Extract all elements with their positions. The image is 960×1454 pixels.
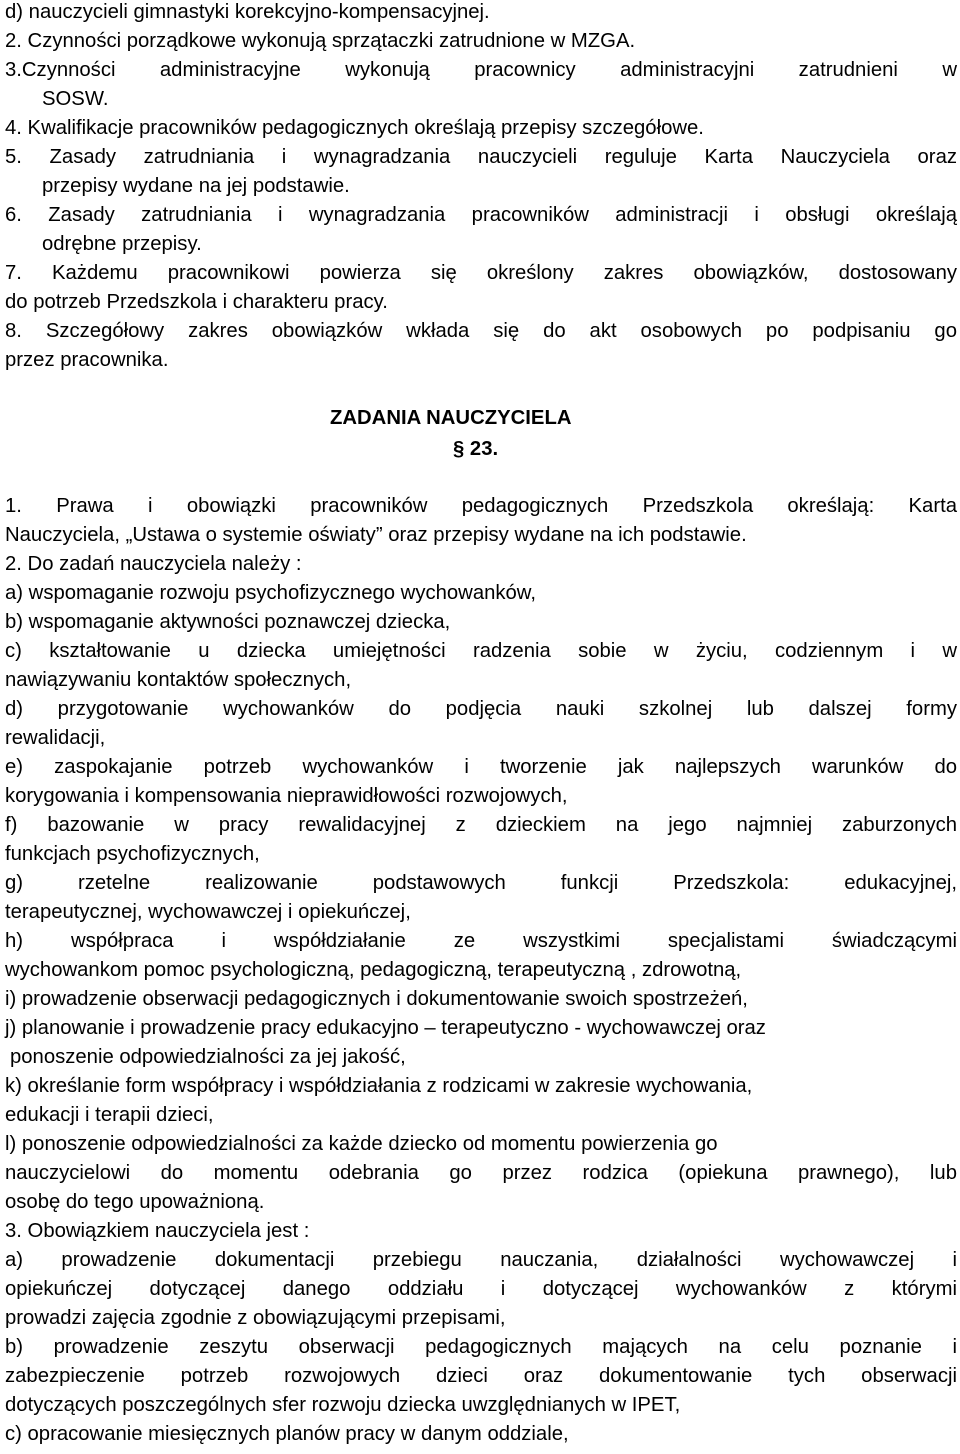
text-line: do potrzeb Przedszkola i charakteru pracy. — [5, 291, 388, 313]
text-line: funkcjach psychofizycznych, — [5, 843, 260, 865]
list-item: g) rzetelne realizowanie podstawowych funkcji Przedszkola: edukacyjnej, — [5, 872, 957, 894]
text-line: edukacji i terapii dzieci, — [5, 1104, 214, 1126]
text-line: 2. Czynności porządkowe wykonują sprzątaczki zatrudnione w MZGA. — [5, 30, 636, 52]
list-item: c) kształtowanie u dziecka umiejętności radzenia sobie w życiu, codziennym i w — [5, 640, 957, 662]
list-item: e) zaspokajanie potrzeb wychowanków i tworzenie jak najlepszych warunków do — [5, 756, 957, 778]
text-line: prowadzi zajęcia zgodnie z obowiązującymi przepisami, — [5, 1307, 506, 1329]
text-line: 2. Do zadań nauczyciela należy : — [5, 553, 302, 575]
section-title: ZADANIA NAUCZYCIELA — [330, 407, 572, 429]
list-item: b) wspomaganie aktywności poznawczej dziecka, — [5, 611, 451, 633]
list-item: k) określanie form współpracy i współdziałania z rodzicami w zakresie wychowania, — [5, 1075, 753, 1097]
list-item: f) bazowanie w pracy rewalidacyjnej z dzieckiem na jego najmniej zaburzonych — [5, 814, 957, 836]
text-line: dotyczących poszczególnych sfer rozwoju dziecka uwzględnianych w IPET, — [5, 1394, 681, 1416]
text-line: 6. Zasady zatrudniania i wynagradzania pracowników administracji i obsługi określają — [5, 204, 957, 226]
list-item: a) wspomaganie rozwoju psychofizycznego wychowanków, — [5, 582, 536, 604]
list-item: h) współpraca i współdziałanie ze wszystkimi specjalistami świadczącymi — [5, 930, 957, 952]
list-item: d) przygotowanie wychowanków do podjęcia nauki szkolnej lub dalszej formy — [5, 698, 957, 720]
text-line: 4. Kwalifikacje pracowników pedagogicznych określają przepisy szczegółowe. — [5, 117, 704, 139]
paragraph-number: § 23. — [453, 438, 499, 460]
list-item: a) prowadzenie dokumentacji przebiegu nauczania, działalności wychowawczej i — [5, 1249, 957, 1271]
text-line: terapeutycznej, wychowawczej i opiekuńczej, — [5, 901, 411, 923]
text-line: osobę do tego upoważnioną. — [5, 1191, 265, 1213]
list-item: i) prowadzenie obserwacji pedagogicznych i dokumentowanie swoich spostrzeżeń, — [5, 988, 748, 1010]
text-line: odrębne przepisy. — [42, 233, 202, 255]
text-line: wychowankom pomoc psychologiczną, pedagogiczną, terapeutyczną , zdrowotną, — [5, 959, 742, 981]
text-line: rewalidacji, — [5, 727, 106, 749]
text-line: Nauczyciela, „Ustawa o systemie oświaty” oraz przepisy wydane na ich podstawie. — [5, 524, 747, 546]
text-line: przez pracownika. — [5, 349, 169, 371]
text-line: 3.Czynności administracyjne wykonują pracownicy administracyjni zatrudnieni w — [5, 59, 957, 81]
text-line: SOSW. — [42, 88, 109, 110]
text-line: przepisy wydane na jej podstawie. — [42, 175, 350, 197]
list-item: l) ponoszenie odpowiedzialności za każde dziecko od momentu powierzenia go — [5, 1133, 718, 1155]
text-line: 3. Obowiązkiem nauczyciela jest : — [5, 1220, 310, 1242]
text-line: zabezpieczenie potrzeb rozwojowych dzieci oraz dokumentowanie tych obserwacji — [5, 1365, 957, 1387]
list-item: b) prowadzenie zeszytu obserwacji pedagogicznych mających na celu poznanie i — [5, 1336, 957, 1358]
list-item: j) planowanie i prowadzenie pracy edukacyjno – terapeutyczno - wychowawczej oraz — [5, 1017, 766, 1039]
text-line: 8. Szczegółowy zakres obowiązków wkłada się do akt osobowych po podpisaniu go — [5, 320, 957, 342]
list-item: c) opracowanie miesięcznych planów pracy w danym oddziale, — [5, 1423, 569, 1445]
text-line: nauczycielowi do momentu odebrania go przez rodzica (opiekuna prawnego), lub — [5, 1162, 957, 1184]
text-line: 1. Prawa i obowiązki pracowników pedagogicznych Przedszkola określają: Karta — [5, 495, 957, 517]
text-line: 7. Każdemu pracownikowi powierza się określony zakres obowiązków, dostosowany — [5, 262, 957, 284]
text-line: korygowania i kompensowania nieprawidłowości rozwojowych, — [5, 785, 568, 807]
text-line: nawiązywaniu kontaktów społecznych, — [5, 669, 352, 691]
text-line: d) nauczycieli gimnastyki korekcyjno-kompensacyjnej. — [5, 1, 490, 23]
text-line: opiekuńczej dotyczącej danego oddziału i dotyczącej wychowanków z którymi — [5, 1278, 957, 1300]
text-line: 5. Zasady zatrudniania i wynagradzania nauczycieli reguluje Karta Nauczyciela oraz — [5, 146, 957, 168]
text-line: ponoszenie odpowiedzialności za jej jakość, — [10, 1046, 406, 1068]
